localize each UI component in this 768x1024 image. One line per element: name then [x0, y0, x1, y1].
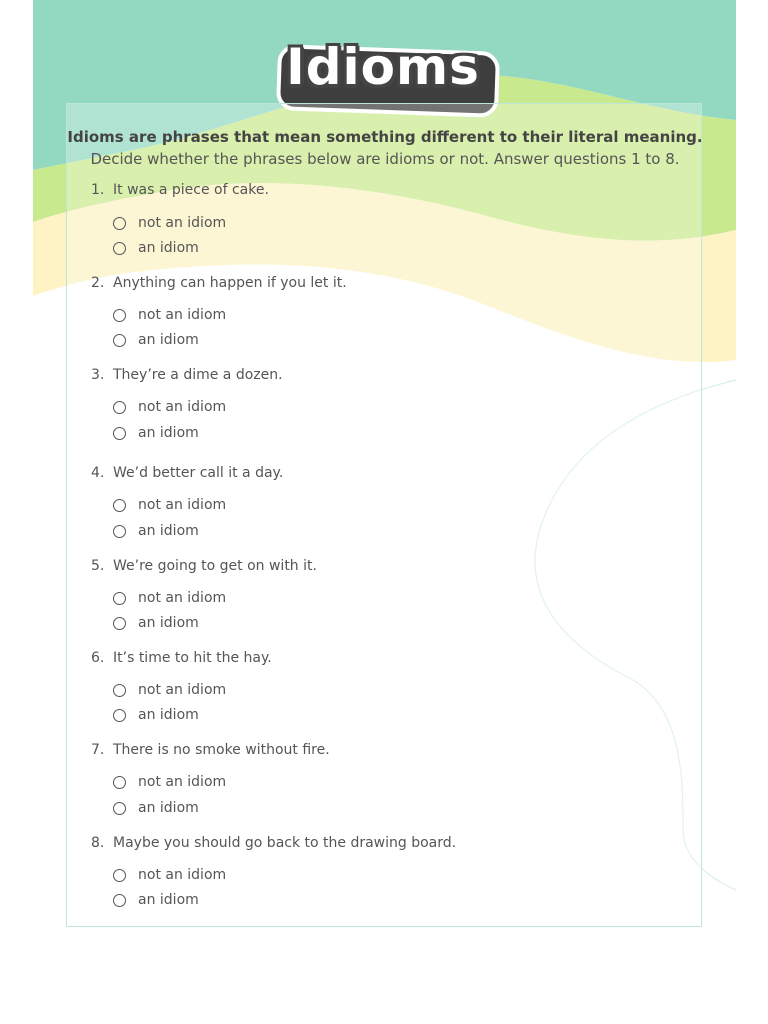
question-text: It’s time to hit the hay.	[113, 650, 272, 666]
q2-option-not-idiom[interactable]	[113, 307, 226, 323]
option-label: an idiom	[138, 523, 199, 539]
question-number: 7.	[91, 742, 105, 758]
q6-option-not-idiom[interactable]	[113, 682, 226, 698]
radio-button[interactable]	[113, 776, 126, 789]
option-label: an idiom	[138, 892, 199, 908]
q3-option-idiom[interactable]	[113, 425, 199, 441]
instructions-plain: Decide whether the phrases below are idioms or not. Answer questions 1 to 8.	[90, 150, 680, 168]
radio-button[interactable]	[113, 592, 126, 605]
radio-button[interactable]	[113, 525, 126, 538]
option-label: an idiom	[138, 615, 199, 631]
q5-option-idiom[interactable]	[113, 615, 199, 631]
radio-button[interactable]	[113, 802, 126, 815]
radio-button[interactable]	[113, 499, 126, 512]
option-label: not an idiom	[138, 774, 227, 790]
option-label: an idiom	[138, 240, 199, 256]
radio-button[interactable]	[113, 242, 126, 255]
option-label: not an idiom	[138, 590, 227, 606]
question-number: 1.	[91, 182, 105, 198]
radio-button[interactable]	[113, 401, 126, 414]
option-label: an idiom	[138, 332, 199, 348]
page-title: Idioms	[286, 38, 480, 96]
radio-button[interactable]	[113, 334, 126, 347]
option-label: not an idiom	[138, 497, 227, 513]
option-label: an idiom	[138, 425, 199, 441]
radio-button[interactable]	[113, 709, 126, 722]
instructions	[67, 126, 703, 170]
radio-button[interactable]	[113, 427, 126, 440]
title-badge	[271, 30, 495, 112]
question-4	[91, 465, 283, 481]
question-number: 8.	[91, 835, 105, 851]
radio-button[interactable]	[113, 217, 126, 230]
question-7	[91, 742, 330, 758]
question-text: Anything can happen if you let it.	[113, 275, 347, 291]
q4-option-not-idiom[interactable]	[113, 497, 226, 513]
question-1	[91, 182, 269, 198]
worksheet-panel	[66, 103, 702, 927]
q8-option-idiom[interactable]	[113, 892, 199, 908]
q7-option-idiom[interactable]	[113, 800, 199, 816]
question-text: They’re a dime a dozen.	[113, 367, 283, 383]
question-5	[91, 558, 317, 574]
q4-option-idiom[interactable]	[113, 523, 199, 539]
q5-option-not-idiom[interactable]	[113, 590, 226, 606]
question-2	[91, 275, 347, 291]
question-number: 3.	[91, 367, 105, 383]
option-label: not an idiom	[138, 307, 227, 323]
question-3	[91, 367, 283, 383]
q7-option-not-idiom[interactable]	[113, 774, 226, 790]
question-text: We’re going to get on with it.	[113, 558, 317, 574]
option-label: not an idiom	[138, 399, 227, 415]
radio-button[interactable]	[113, 869, 126, 882]
question-number: 2.	[91, 275, 105, 291]
q3-option-not-idiom[interactable]	[113, 399, 226, 415]
radio-button[interactable]	[113, 684, 126, 697]
q6-option-idiom[interactable]	[113, 707, 199, 723]
option-label: not an idiom	[138, 867, 227, 883]
question-text: Maybe you should go back to the drawing board.	[113, 835, 457, 851]
radio-button[interactable]	[113, 894, 126, 907]
q2-option-idiom[interactable]	[113, 332, 199, 348]
q8-option-not-idiom[interactable]	[113, 867, 226, 883]
option-label: an idiom	[138, 800, 199, 816]
question-text: We’d better call it a day.	[113, 465, 284, 481]
question-8	[91, 835, 456, 851]
worksheet	[33, 0, 736, 1024]
radio-button[interactable]	[113, 617, 126, 630]
q1-option-not-idiom[interactable]	[113, 215, 226, 231]
instructions-bold: Idioms are phrases that mean something different to their literal meaning.	[67, 128, 703, 146]
radio-button[interactable]	[113, 309, 126, 322]
option-label: an idiom	[138, 707, 199, 723]
question-text: There is no smoke without fire.	[113, 742, 330, 758]
question-number: 5.	[91, 558, 105, 574]
option-label: not an idiom	[138, 215, 227, 231]
question-number: 4.	[91, 465, 105, 481]
question-6	[91, 650, 272, 666]
q1-option-idiom[interactable]	[113, 240, 199, 256]
question-text: It was a piece of cake.	[113, 182, 269, 198]
question-number: 6.	[91, 650, 105, 666]
option-label: not an idiom	[138, 682, 227, 698]
